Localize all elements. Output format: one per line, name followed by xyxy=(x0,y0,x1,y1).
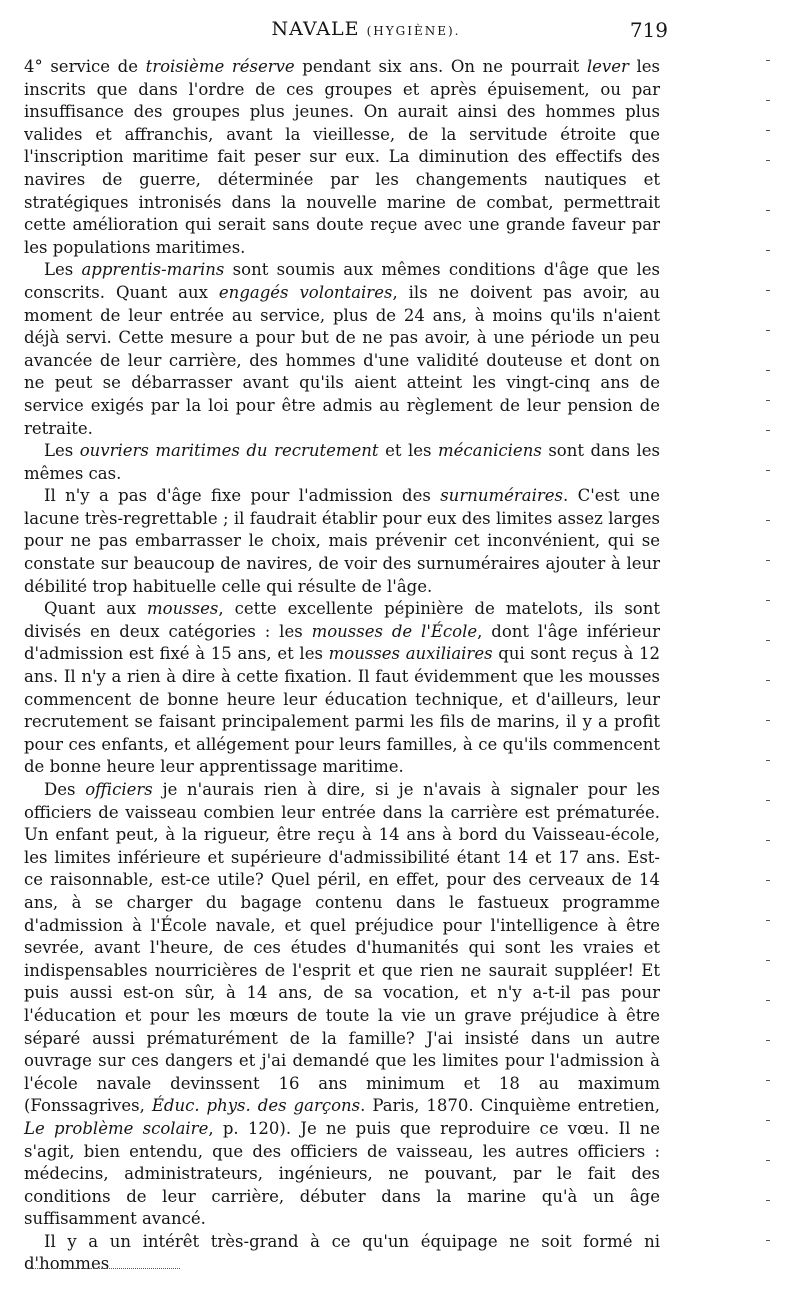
running-header xyxy=(64,14,668,40)
running-title-main: NAVALE xyxy=(271,18,360,40)
edge-mark xyxy=(766,100,770,101)
edge-mark xyxy=(766,600,770,601)
italic-text: ouvriers maritimes du recrutement xyxy=(79,441,379,461)
edge-mark xyxy=(766,1000,770,1001)
italic-text: lever xyxy=(586,57,629,76)
edge-mark xyxy=(766,720,770,721)
edge-mark xyxy=(766,920,770,921)
edge-mark xyxy=(766,1040,770,1041)
text-run: pendant six ans. On ne pourrait xyxy=(294,57,587,76)
edge-mark xyxy=(766,470,770,471)
edge-mark xyxy=(766,640,770,641)
edge-mark xyxy=(766,330,770,331)
paragraph xyxy=(24,779,660,1231)
italic-text: apprentis-marins xyxy=(81,260,225,280)
italic-text: troisième réserve xyxy=(145,57,295,76)
paragraph xyxy=(24,598,660,779)
text-run: , dont l'âge inférieur d'admission est fixé à 15 ans, et les xyxy=(24,621,660,664)
paragraph xyxy=(24,259,660,440)
text-run: 4° service de xyxy=(24,57,146,76)
edge-mark xyxy=(766,60,770,61)
text-run: les inscrits que dans l'ordre de ces groupes et après épuisement, ou par insuffisance des groupes plus jeunes. On aurait ainsi des hommes plus valides et affranchis, avant la vieillesse, de la servitude étroite que l'inscription maritime fait peser sur eux. La diminution des effectifs des navires de guerre, déterminée par les changements nautiques et stratégiques intronisés dans la nouvelle marine de combat, permettrait cette amélioration qui serait sans doute reçue avec une grande faveur par les populations maritimes. xyxy=(24,57,660,257)
text-run: Il y a un intérêt très-grand à ce qu'un équipage ne soit formé ni d'hommes xyxy=(24,1231,660,1274)
edge-mark xyxy=(766,400,770,401)
page-number: 719 xyxy=(629,18,668,42)
text-run: , cette excellente pépinière de matelots, ils sont divisés en deux catégories : les xyxy=(24,599,660,641)
text-run: , ils ne doivent pas avoir, au moment de leur entrée au service, plus de 24 ans, à moins qu'ils n'aient déjà servi. Cette mesure a pour but de ne pas avoir, à une période un peu avancée de leur carrière, des hommes d'une validité douteuse et dont on ne peut se débarrasser avant qu'ils aient atteint les vingt-cinq ans de service exigés par la loi pour être admis au règlement de leur pension de retraite. xyxy=(24,282,660,438)
edge-mark xyxy=(766,1120,770,1121)
paragraph xyxy=(24,440,660,485)
edge-mark xyxy=(766,1080,770,1081)
edge-mark xyxy=(766,800,770,801)
text-run: . Paris, 1870. Cinquième entretien, xyxy=(360,1096,661,1116)
footer-dotted-rule xyxy=(30,1268,180,1269)
text-run: . C'est une lacune très-regrettable ; il faudrait établir pour eux des limites assez larges pour ne pas embarrasser le choix, mais prévenir cet inconvénient, qui se constate sur beaucoup de navires, de voir des surnuméraires ajouter à leur débilité trop habituelle celle qui résulte de l'âge. xyxy=(24,486,660,596)
edge-mark xyxy=(766,880,770,881)
page-edge-marks xyxy=(762,0,776,1301)
text-run: Quant aux xyxy=(44,599,148,619)
italic-text: engagés volontaires xyxy=(218,282,393,302)
italic-text: Le problème scolaire xyxy=(24,1118,209,1138)
edge-mark xyxy=(766,560,770,561)
italic-text: mousses de l'École xyxy=(311,621,478,641)
paragraph xyxy=(24,1231,660,1276)
edge-mark xyxy=(766,370,770,371)
edge-mark xyxy=(766,290,770,291)
text-run: qui sont reçus à 12 ans. Il n'y a rien à dire à cette fixation. Il faut évidemment que les mousses commencent de bonne heure leur éducation technique, et d'ailleurs, leur recrutement se faisant principalement parmi les fils de marins, il y a profit pour ces enfants, et allégement pour leurs familles, à ce qu'ils commencent de bonne heure leur apprentissage maritime. xyxy=(24,644,661,777)
edge-mark xyxy=(766,430,770,431)
edge-mark xyxy=(766,760,770,761)
text-run: Des xyxy=(44,780,86,799)
text-run: Les xyxy=(44,260,82,280)
edge-mark xyxy=(766,520,770,521)
paragraph xyxy=(24,485,660,598)
edge-mark xyxy=(766,680,770,681)
paragraph xyxy=(24,56,660,259)
edge-mark xyxy=(766,1160,770,1161)
text-run: sont soumis aux mêmes conditions d'âge que les conscrits. Quant aux xyxy=(24,260,660,302)
body-text xyxy=(24,56,660,1276)
edge-mark xyxy=(766,210,770,211)
edge-mark xyxy=(766,1240,770,1241)
edge-mark xyxy=(766,130,770,131)
text-run: Les xyxy=(44,441,80,461)
italic-text: surnuméraires xyxy=(440,486,563,506)
text-run: Il n'y a pas d'âge fixe pour l'admission des xyxy=(44,486,441,506)
italic-text: officiers xyxy=(85,780,153,799)
running-title xyxy=(64,18,668,40)
italic-text: mousses auxiliaires xyxy=(328,644,493,664)
italic-text: mécaniciens xyxy=(438,441,542,461)
text-run: , p. 120). Je ne puis que reproduire ce vœu. Il ne s'agit, bien entendu, que des officiers de vaisseau, les autres officiers : médecins, administrateurs, ingénieurs, ne pouvant, par le fait des conditions de leur carrière, débuter dans la marine qu'à un âge suffisamment avancé. xyxy=(24,1118,661,1229)
text-run: je n'aurais rien à dire, si je n'avais à signaler pour les officiers de vaisseau combien leur entrée dans la carrière est prématurée. Un enfant peut, à la rigueur, être reçu à 14 ans à bord du Vaisseau-école, les limites inférieure et supérieure d'admissibilité étant 14 et 17 ans. Est-ce raisonnable, est-ce utile? Quel péril, en effet, pour des cerveaux de 14 ans, à se charger du bagage contenu dans le fastueux programme d'admission à l'École navale, et quel préjudice pour l'intelligence à être sevrée, avant l'heure, de ces études d'humanités qui sont les vraies et indispensables nourricières de l'esprit et que rien ne saurait suppléer! Et puis aussi est-on sûr, à 14 ans, de sa vocation, et n'y a-t-il pas pour l'éducation et pour les mœurs de toute la vie un grave préjudice à être séparé aussi prématurément de la famille? J'ai insisté dans un autre ouvrage sur ces dangers et j'ai demandé que les limites pour l'admission à l'école navale devinssent 16 ans minimum et 18 au maximum (Fonssagrives, xyxy=(24,780,660,1116)
italic-text: mousses xyxy=(147,599,219,619)
text-run: et les xyxy=(378,441,439,461)
edge-mark xyxy=(766,250,770,251)
edge-mark xyxy=(766,960,770,961)
text-run: sont dans les mêmes cas. xyxy=(24,441,661,483)
italic-text: Éduc. phys. des garçons xyxy=(151,1096,361,1116)
edge-mark xyxy=(766,840,770,841)
edge-mark xyxy=(766,160,770,161)
edge-mark xyxy=(766,1200,770,1201)
running-title-sub: (HYGIÈNE). xyxy=(366,24,461,38)
